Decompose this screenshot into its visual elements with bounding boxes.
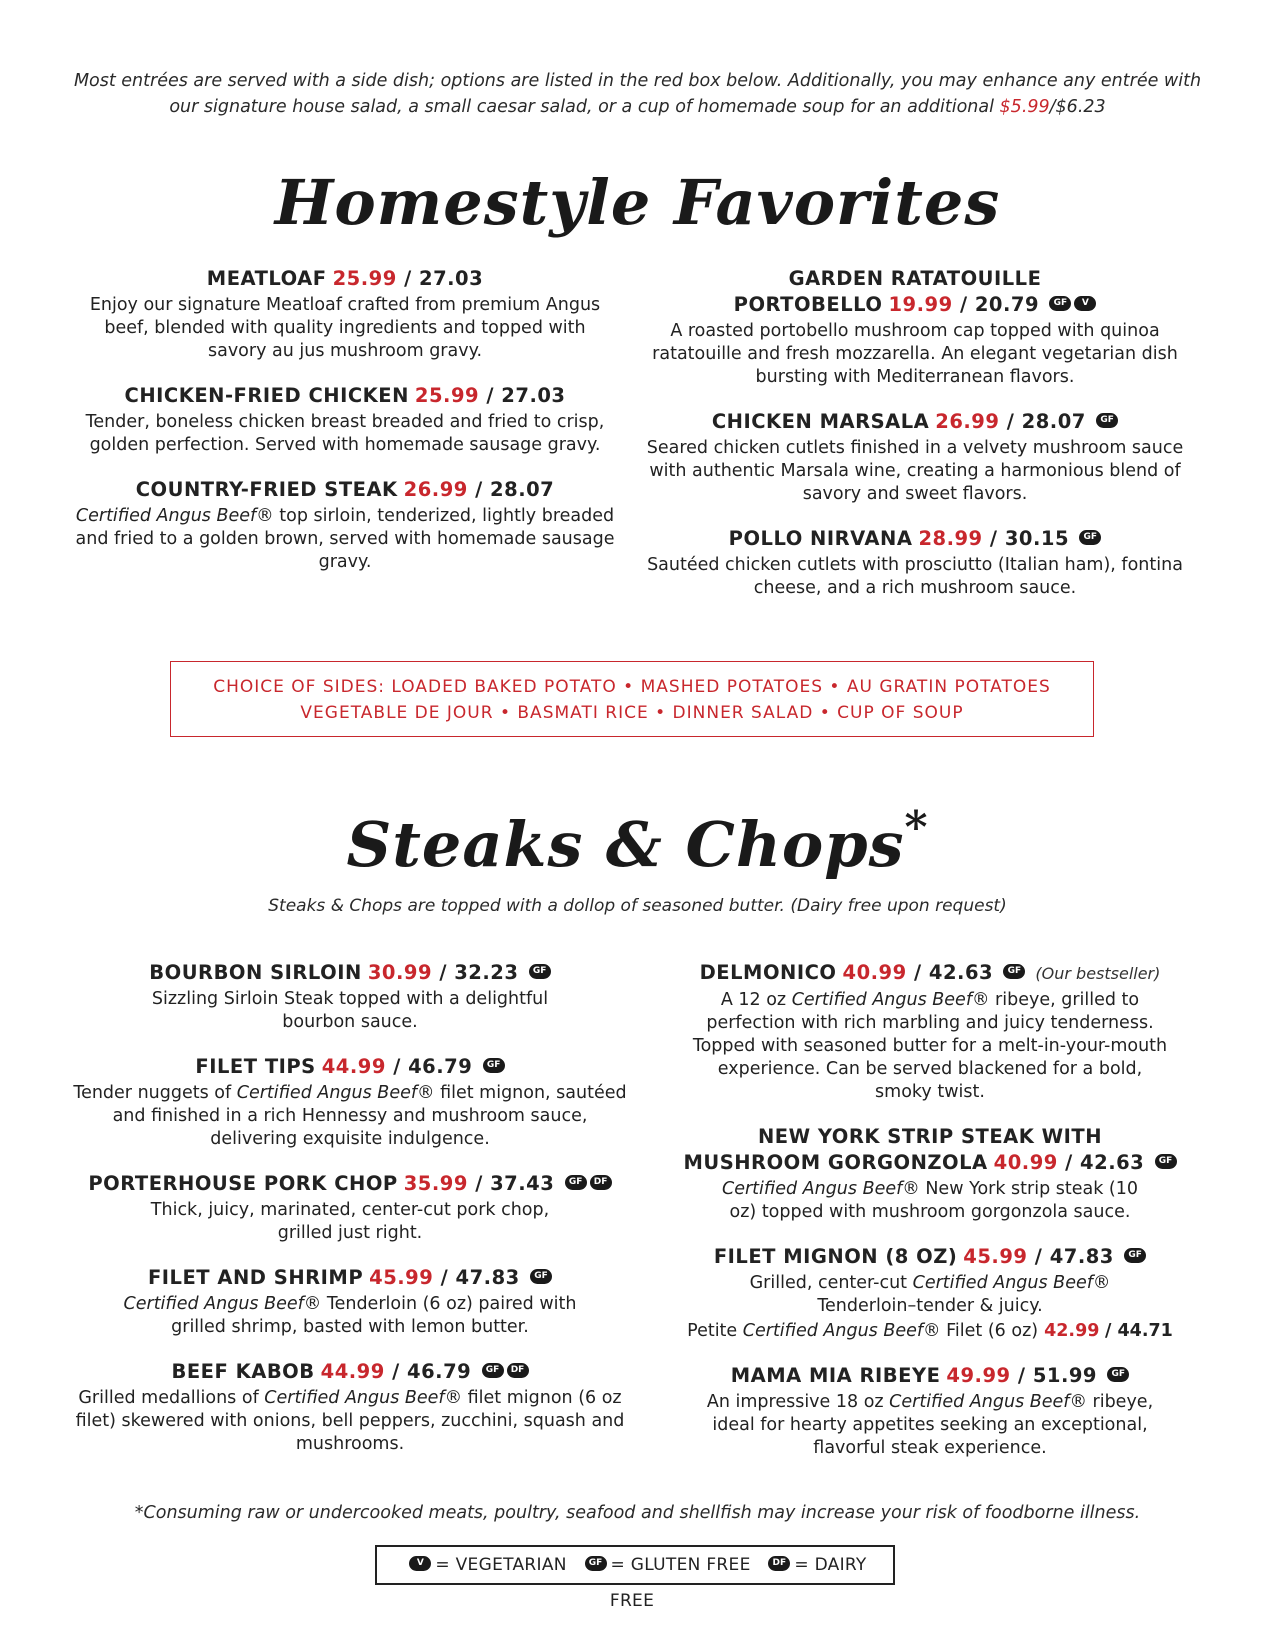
- brand-text: Certified Angus Beef®: [721, 1179, 920, 1199]
- item-price-alt: / 42.63: [1065, 1151, 1145, 1174]
- item-description: Certified Angus Beef® top sirloin, tenderized, lightly breaded and fried to a golden brown, served with homemade sausage gravy.: [75, 506, 615, 572]
- menu-item-pollo-nirvana: [645, 526, 1185, 600]
- steaks-title-asterisk: *: [904, 802, 929, 853]
- menu-item-filet-and-shrimp: [70, 1265, 630, 1339]
- item-price-alt: / 27.03: [486, 384, 566, 407]
- item-price: 25.99: [332, 267, 397, 290]
- item-name: CHICKEN MARSALA: [711, 410, 930, 433]
- dairy-free-icon: DF: [768, 1556, 790, 1571]
- menu-item-filet-tips: [70, 1054, 630, 1151]
- menu-item-filet-mignon: [650, 1244, 1210, 1343]
- gluten-free-icon: GF: [585, 1556, 607, 1571]
- intro-price-red: $5.99: [999, 97, 1050, 117]
- brand-text: Certified Angus Beef®: [75, 506, 274, 526]
- item-name: DELMONICO: [699, 961, 837, 984]
- brand-text: Certified Angus Beef®: [123, 1294, 322, 1314]
- item-description: A 12 oz Certified Angus Beef® ribeye, grilled to perfection with rich marbling and juicy tenderness. Topped with seasoned butter for a melt-in-your-mouth experience. Can be served blackened for a bold, smoky twist.: [692, 990, 1168, 1102]
- item-price: 44.99: [321, 1055, 386, 1078]
- brand-text: Certified Angus Beef®: [742, 1321, 941, 1341]
- item-price-alt: / 47.83: [1034, 1245, 1114, 1268]
- item-description: A roasted portobello mushroom cap topped with quinoa ratatouille and fresh mozzarella. An elegant vegetarian dish bursting with Mediterranean flavors.: [652, 321, 1178, 387]
- item-price-alt: / 46.79: [392, 1360, 472, 1383]
- item-price-alt: / 20.79: [959, 293, 1040, 316]
- item-name: NEW YORK STRIP STEAK WITH: [757, 1125, 1103, 1148]
- item-price: 25.99: [414, 384, 480, 407]
- item-name: PORTERHOUSE PORK CHOP: [88, 1172, 398, 1195]
- gluten-free-icon: GF: [1096, 413, 1118, 428]
- intro-note: [60, 68, 1215, 120]
- menu-item-chicken-fried-chicken: [75, 383, 615, 457]
- item-price: 45.99: [369, 1266, 434, 1289]
- item-price-alt: / 28.07: [1006, 410, 1086, 433]
- item-price-alt: / 30.15: [989, 527, 1070, 550]
- item-price-alt: / 32.23: [439, 961, 519, 984]
- dietary-legend: [375, 1545, 895, 1611]
- intro-price-rest: /$6.23: [1049, 97, 1106, 117]
- food-safety-warning: *Consuming raw or undercooked meats, poultry, seafood and shellfish may increase your risk of foodborne illness.: [134, 1503, 1141, 1523]
- homestyle-title: Homestyle Favorites: [274, 166, 1001, 239]
- item-name: FILET MIGNON (8 OZ): [713, 1245, 958, 1268]
- item-name: CHICKEN-FRIED CHICKEN: [124, 384, 409, 407]
- item-description: Tender nuggets of Certified Angus Beef® filet mignon, sautéed and finished in a rich Hennessy and mushroom sauce, delivering exquisite indulgence.: [73, 1083, 627, 1149]
- steaks-title: [0, 802, 1275, 881]
- legend-dairy-free: DF = DAIRY FREE: [609, 1555, 867, 1611]
- item-name-line2: MUSHROOM GORGONZOLA: [683, 1151, 988, 1174]
- item-description: Sizzling Sirloin Steak topped with a delightful bourbon sauce.: [151, 989, 549, 1032]
- item-price: 26.99: [403, 478, 468, 501]
- menu-item-meatloaf: [75, 266, 615, 363]
- item-price: 40.99: [993, 1151, 1058, 1174]
- item-name: POLLO NIRVANA: [728, 527, 913, 550]
- menu-item-beef-kabob: [70, 1359, 630, 1456]
- sides-box: [170, 661, 1094, 737]
- gluten-free-icon: GF: [483, 1058, 505, 1073]
- item-price-alt: / 27.03: [404, 267, 484, 290]
- steaks-left-column: [70, 960, 630, 1456]
- item-description: Thick, juicy, marinated, center-cut pork chop, grilled just right.: [150, 1200, 550, 1243]
- gluten-free-icon: GF: [1003, 964, 1025, 979]
- gluten-free-icon: GF: [1079, 530, 1101, 545]
- item-price: 45.99: [963, 1245, 1028, 1268]
- item-description: An impressive 18 oz Certified Angus Beef® ribeye, ideal for hearty appetites seeking an exceptional, flavorful steak experience.: [706, 1392, 1154, 1458]
- vegetarian-icon: V: [409, 1556, 431, 1571]
- item-price-alt: / 42.63: [914, 961, 994, 984]
- sides-line-1: CHOICE OF SIDES: LOADED BAKED POTATO • MASHED POTATOES • AU GRATIN POTATOES: [213, 677, 1051, 697]
- steaks-note: Steaks & Chops are topped with a dollop of seasoned butter. (Dairy free upon request): [268, 896, 1007, 916]
- item-description: Enjoy our signature Meatloaf crafted from premium Angus beef, blended with quality ingredients and topped with savory au jus mushroom gravy.: [89, 295, 601, 361]
- item-description: Certified Angus Beef® Tenderloin (6 oz) paired with grilled shrimp, basted with lemon butter.: [123, 1294, 577, 1337]
- item-name: GARDEN RATATOUILLE: [788, 267, 1042, 290]
- dairy-free-icon: DF: [507, 1363, 529, 1378]
- menu-item-mama-mia-ribeye: [650, 1363, 1210, 1460]
- item-price: 49.99: [946, 1364, 1011, 1387]
- legend-gluten-free: GF = GLUTEN FREE: [585, 1555, 751, 1575]
- petite-price-alt: / 44.71: [1105, 1321, 1173, 1341]
- menu-item-delmonico: [650, 960, 1210, 1104]
- item-description: Certified Angus Beef® New York strip steak (10 oz) topped with mushroom gorgonzola sauce.: [721, 1179, 1139, 1222]
- item-price-alt: / 28.07: [475, 478, 555, 501]
- gluten-free-icon: GF: [482, 1363, 504, 1378]
- item-name: COUNTRY-FRIED STEAK: [135, 478, 398, 501]
- brand-text: Certified Angus Beef®: [791, 990, 990, 1010]
- item-name: MAMA MIA RIBEYE: [730, 1364, 941, 1387]
- bestseller-note: (Our bestseller): [1035, 964, 1161, 983]
- item-description: Tender, boneless chicken breast breaded and fried to crisp, golden perfection. Served with homemade sausage gravy.: [85, 412, 605, 455]
- item-name: BEEF KABOB: [171, 1360, 315, 1383]
- gluten-free-icon: GF: [1107, 1367, 1129, 1382]
- item-price-alt: / 47.83: [440, 1266, 520, 1289]
- item-name: FILET TIPS: [195, 1055, 316, 1078]
- gluten-free-icon: GF: [1155, 1154, 1177, 1169]
- steaks-right-column: [650, 960, 1210, 1460]
- item-description: Seared chicken cutlets finished in a velvety mushroom sauce with authentic Marsala wine, creating a harmonious blend of savory and sweet flavors.: [646, 438, 1184, 504]
- homestyle-left-column: [75, 266, 615, 574]
- brand-text: Certified Angus Beef®: [889, 1392, 1087, 1412]
- item-description: Grilled medallions of Certified Angus Beef® filet mignon (6 oz filet) skewered with onions, bell peppers, zucchini, squash and mushrooms.: [75, 1388, 625, 1454]
- legend-vegetarian: V = VEGETARIAN: [409, 1555, 566, 1575]
- gluten-free-icon: GF: [1049, 296, 1071, 311]
- menu-item-country-fried-steak: [75, 477, 615, 574]
- item-price: 19.99: [888, 293, 953, 316]
- gluten-free-icon: GF: [530, 1269, 552, 1284]
- intro-text: Most entrées are served with a side dish; options are listed in the red box below. Additionally, you may enhance any entrée with our signature house salad, a small caesar salad, or a cup of homemade soup for an additional: [73, 71, 1202, 117]
- item-price-alt: / 37.43: [475, 1172, 555, 1195]
- brand-text: Certified Angus Beef®: [264, 1388, 463, 1408]
- item-description: Sautéed chicken cutlets with prosciutto (Italian ham), fontina cheese, and a rich mushroom sauce.: [647, 555, 1183, 598]
- item-price-alt: / 51.99: [1017, 1364, 1097, 1387]
- item-price: 26.99: [935, 410, 1000, 433]
- item-price: 30.99: [367, 961, 433, 984]
- item-price: 40.99: [842, 961, 907, 984]
- item-price: 44.99: [320, 1360, 385, 1383]
- menu-item-garden-ratatouille-portobello: [645, 266, 1185, 389]
- petite-price: 42.99: [1044, 1321, 1100, 1341]
- dairy-free-icon: DF: [590, 1175, 612, 1190]
- item-name-line2: PORTOBELLO: [733, 293, 883, 316]
- gluten-free-icon: GF: [1124, 1248, 1146, 1263]
- brand-text: Certified Angus Beef®: [912, 1273, 1111, 1293]
- item-description: Grilled, center-cut Certified Angus Beef® Tenderloin–tender & juicy.: [749, 1273, 1111, 1316]
- brand-text: Certified Angus Beef®: [236, 1083, 435, 1103]
- item-name: FILET AND SHRIMP: [147, 1266, 364, 1289]
- item-price: 35.99: [403, 1172, 468, 1195]
- menu-item-new-york-strip: [650, 1124, 1210, 1224]
- menu-item-bourbon-sirloin: [70, 960, 630, 1034]
- sides-line-2: VEGETABLE DE JOUR • BASMATI RICE • DINNER SALAD • CUP OF SOUP: [300, 703, 964, 723]
- homestyle-right-column: [645, 266, 1185, 600]
- item-price: 28.99: [918, 527, 983, 550]
- item-price-alt: / 46.79: [393, 1055, 473, 1078]
- steaks-title-text: Steaks & Chops: [346, 808, 905, 881]
- gluten-free-icon: GF: [529, 964, 551, 979]
- petite-option: Petite Certified Angus Beef® Filet (6 oz) 42.99 / 44.71: [687, 1321, 1173, 1341]
- menu-item-porterhouse-pork-chop: [70, 1171, 630, 1245]
- vegetarian-icon: V: [1074, 296, 1096, 311]
- item-name: MEATLOAF: [206, 267, 327, 290]
- item-name: BOURBON SIRLOIN: [149, 961, 362, 984]
- menu-item-chicken-marsala: [645, 409, 1185, 506]
- gluten-free-icon: GF: [565, 1175, 587, 1190]
